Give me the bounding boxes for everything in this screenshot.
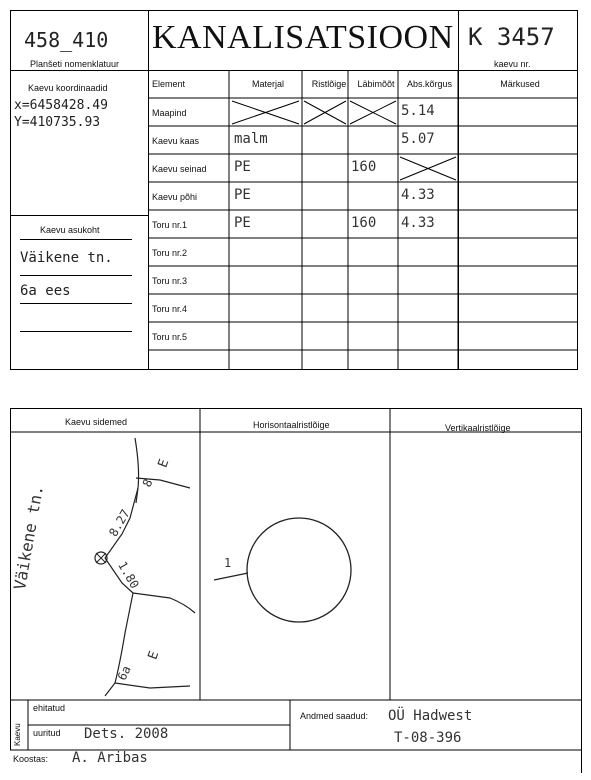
footer-side-label: Kaevu — [13, 723, 22, 746]
header-cross: Ristlõige — [311, 79, 347, 89]
author-value: A. Aribas — [72, 750, 148, 766]
sketch-form — [10, 408, 585, 773]
row-element-label: Kaevu seinad — [152, 164, 207, 174]
sketch-bldg1: 8 — [139, 476, 156, 490]
page-title: KANALISATSIOON — [152, 19, 454, 56]
location-line-2 — [20, 275, 132, 276]
top-form — [10, 10, 580, 370]
source-value-1: OÜ Hadwest — [388, 708, 473, 724]
row-element-label: Maapind — [152, 108, 187, 118]
header-material: Materjal — [251, 79, 284, 89]
row-element-label: Toru nr.3 — [152, 276, 188, 286]
map-number-label: Planšeti nomenklatuur — [30, 59, 120, 69]
location-line-1 — [20, 239, 132, 240]
form-border-top — [10, 10, 577, 11]
header-height: Abs.kõrgus — [406, 79, 453, 89]
header-notes: Märkused — [500, 79, 540, 89]
row-height-value: 5.14 — [401, 103, 435, 119]
source-value-2: T-08-396 — [394, 730, 462, 746]
location-line1: Väikene tn. — [20, 250, 113, 266]
location-line2: 6a ees — [20, 283, 71, 299]
location-line-3 — [20, 303, 132, 304]
elements-table — [148, 70, 578, 370]
coords-x: x=6458428.49 — [14, 98, 108, 113]
sketch-mark2: E — [145, 649, 163, 662]
row-diameter-value: 160 — [351, 215, 377, 231]
sketch-pipe-label: 1 — [224, 556, 232, 570]
divider-coords — [10, 215, 149, 216]
header-element: Element — [152, 79, 186, 89]
author-label: Koostas: — [13, 754, 49, 764]
built-label: ehitatud — [33, 703, 66, 713]
map-number: 458_410 — [24, 28, 109, 52]
col-title-horizontal: Horisontaalristlõige — [253, 420, 330, 430]
sketch-street: Väikene tn. — [10, 483, 48, 592]
sketch-mark1: E — [155, 457, 173, 470]
col-title-vertical: Vertikaalristlõige — [445, 423, 511, 433]
measured-label: uuritud — [33, 728, 61, 738]
sketch-grid — [10, 408, 585, 773]
coords-y: Y=410735.93 — [14, 115, 101, 130]
header-diameter: Läbimõõt — [357, 79, 395, 89]
row-material-value: malm — [234, 131, 268, 147]
row-element-label: Toru nr.4 — [152, 304, 188, 314]
location-label: Kaevu asukoht — [40, 225, 100, 235]
measured-value: Dets. 2008 — [84, 726, 169, 742]
form-border-left — [10, 10, 11, 370]
sketch-dist2: 1.80 — [115, 558, 142, 592]
well-number: K 3457 — [468, 23, 555, 51]
row-material-value: PE — [234, 215, 251, 231]
row-element-label: Toru nr.1 — [152, 220, 188, 230]
row-element-label: Toru nr.2 — [152, 248, 188, 258]
row-element-label: Kaevu kaas — [152, 136, 200, 146]
location-line-4 — [20, 331, 132, 332]
sketch-bldg2: 6a — [114, 663, 134, 683]
source-label: Andmed saadud: — [300, 711, 369, 721]
row-height-value: 5.07 — [401, 131, 435, 147]
well-number-label: kaevu nr. — [494, 59, 531, 69]
col-title-links: Kaevu sidemed — [65, 417, 128, 427]
row-element-label: Toru nr.5 — [152, 332, 188, 342]
horizontal-section — [214, 518, 351, 622]
row-height-value: 4.33 — [401, 187, 435, 203]
row-material-value: PE — [234, 159, 251, 175]
row-element-label: Kaevu põhi — [152, 192, 198, 202]
row-height-value: 4.33 — [401, 215, 435, 231]
row-material-value: PE — [234, 187, 251, 203]
row-diameter-value: 160 — [351, 159, 377, 175]
sketch-dist1: 8.27 — [106, 506, 133, 540]
coords-label: Kaevu koordinaadid — [28, 83, 108, 93]
